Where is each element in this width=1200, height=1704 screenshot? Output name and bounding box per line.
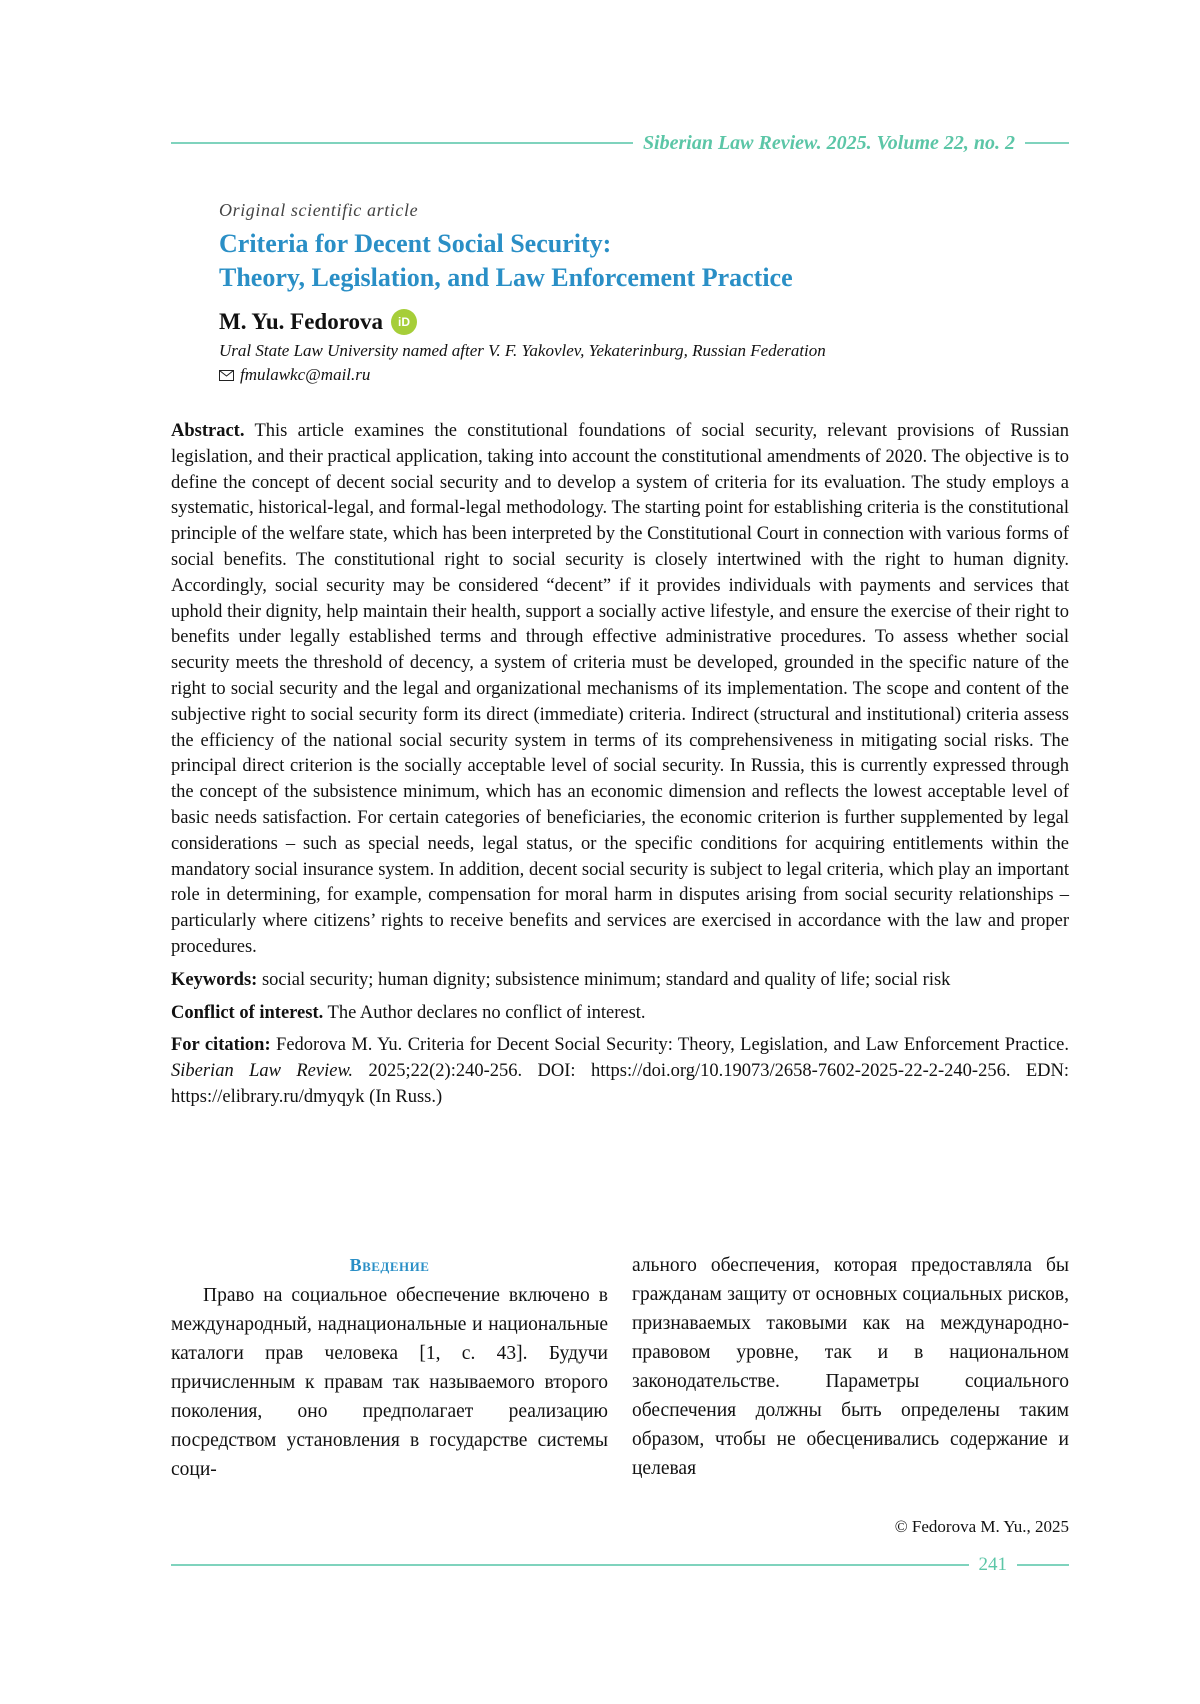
article-title-line-1: Criteria for Decent Social Security: (219, 229, 612, 258)
envelope-icon (219, 370, 234, 381)
author-name: M. Yu. Fedorova (219, 309, 383, 334)
conflict-of-interest (171, 1001, 1069, 1027)
body-column-right (632, 1251, 1069, 1483)
body-column-left (171, 1251, 608, 1484)
abstract-section (171, 419, 1069, 1111)
citation-text-before: Fedorova M. Yu. Criteria for Decent Social Security: Theory, Legislation, and Law Enforcement Practice. (276, 1035, 1070, 1056)
citation-text-after: 2025;22(2):240-256. DOI: https://doi.org/10.19073/2658-7602-2025-22-2-240-256. EDN: https://elibrary.ru/dmyqyk (In Russ.) (171, 1061, 1070, 1107)
conflict-label: Conflict of interest. (171, 1002, 324, 1023)
author-affiliation: Ural State Law University named after V. F. Yakovlev, Yekaterinburg, Russian Federation (219, 341, 826, 360)
citation-label: For citation: (171, 1035, 271, 1056)
abstract (171, 419, 1069, 961)
header-rule-left (171, 142, 633, 144)
article-title-line-2: Theory, Legislation, and Law Enforcement Practice (219, 263, 793, 292)
body-paragraph-left: Право на социальное обеспечение включено в международный, наднациональные и национальные каталоги прав человека [1, с. 43]. Будучи причисленным к правам так называемого второго поколения, оно предполагает реализацию посредством установления в государстве системы соци- (171, 1285, 608, 1480)
citation-journal: Siberian Law Review. (171, 1061, 354, 1082)
footer-rule-left (171, 1564, 969, 1566)
running-footer (171, 1553, 1069, 1577)
abstract-text: This article examines the constitutional foundations of social security, relevant provisions of Russian legislation, and their practical application, taking into account the constitutional amendments of 2020. The objective is to define the concept of decent social security and to develop a system of criteria for its evaluation. The study employs a systematic, historical-legal, and formal-legal methodology. The starting point for establishing criteria is the constitutional principle of the welfare state, which has been interpreted by the Constitutional Court in connection with various forms of social benefits. The constitutional right to social security is closely intertwined with the right to human dignity. Accordingly, social security may be considered “decent” if it provides individuals with payments and services that uphold their dignity, help maintain their health, support a socially active lifestyle, and ensure the exercise of their right to benefits under legally established terms and through effective administrative procedures. To assess whether social security meets the threshold of decency, a system of criteria must be developed, grounded in the specific nature of the right to social security and the legal and organizational mechanisms of its implementation. The scope and content of the subjective right to social security form its direct (immediate) criteria. Indirect (structural and institutional) criteria assess the efficiency of the national social security system in terms of its comprehensiveness in mitigating social risks. The principal direct criterion is the socially acceptable level of social security. In Russia, this is currently expressed through the concept of the subsistence minimum, which has an economic dimension and reflects the lowest acceptable level of basic needs satisfaction. For certain categories of beneficiaries, the economic criterion is further supplemented by legal considerations – such as special needs, legal status, or the specific conditions for acquiring entitlements within the mandatory social insurance system. In addition, decent social security is subject to legal criteria, which play an important role in determining, for example, compensation for moral harm in disputes arising from social security relationships – particularly where citizens’ rights to receive benefits and services are exercised in accordance with the law and proper procedures. (171, 421, 1070, 957)
footer-rule-right (1017, 1564, 1069, 1566)
orcid-icon[interactable]: iD (391, 309, 417, 335)
page-number: 241 (978, 1554, 1007, 1575)
article-header (219, 200, 1069, 385)
copyright-notice: © Fedorova M. Yu., 2025 (894, 1517, 1069, 1536)
keywords (171, 968, 1069, 994)
keywords-label: Keywords: (171, 969, 258, 990)
section-title: Введение (349, 1255, 430, 1275)
citation (171, 1033, 1069, 1110)
journal-running-title: Siberian Law Review. 2025. Volume 22, no. 2 (642, 131, 1015, 154)
author-email-row (219, 365, 1069, 385)
article-type: Original scientific article (219, 200, 419, 220)
abstract-label: Abstract. (171, 421, 245, 441)
running-header (171, 128, 1069, 158)
conflict-text: The Author declares no conflict of interest. (327, 1002, 646, 1023)
header-rule-right (1025, 142, 1069, 144)
body-paragraph-right: ального обеспечения, которая предоставляла бы гражданам защиту от основных социальных рисков, признаваемых таковыми как на международно-правовом уровне, так и в национальном законодательстве. Параметры социального обеспечения должны быть определены таким образом, чтобы не обесценивались содержание и целевая (632, 1255, 1069, 1479)
author-row (219, 309, 1069, 335)
keywords-text: social security; human dignity; subsistence minimum; standard and quality of life; social risk (261, 969, 951, 990)
author-email[interactable]: fmulawkc@mail.ru (240, 365, 371, 384)
